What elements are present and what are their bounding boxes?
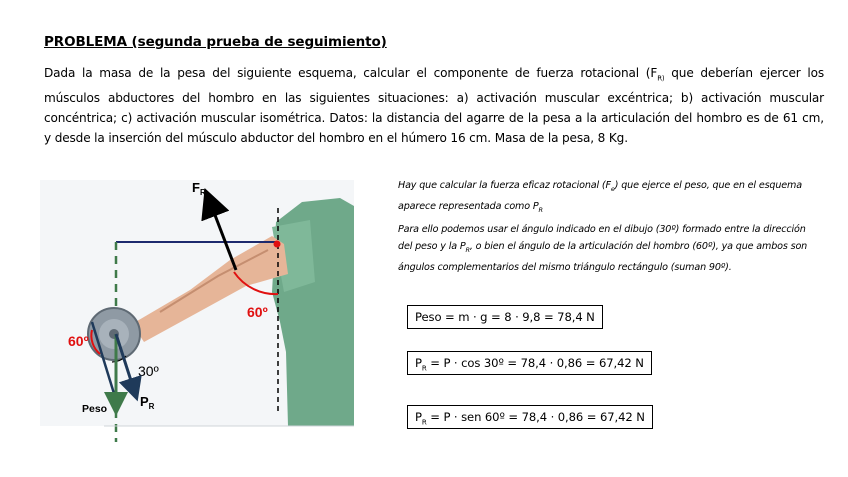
problem-title: PROBLEMA (segunda prueba de seguimiento): [44, 34, 387, 50]
statement-part2: que deberían ejercer los músculos abductores del hombro en las siguientes situaciones: a) activación muscular excéntrica; b) activación muscular concéntrica; c) activación muscular isométrica. Datos: la distancia del agarre de la pesa a la articulación del hombro es de 61 cm, y desde la inserción del músculo abductor del hombro en el húmero 16 cm. Masa de la pesa, 8 Kg.: [44, 66, 824, 146]
explanation-paragraph-1: Hay que calcular la fuerza eficaz rotacional $(F_e)$ que ejerce el peso, que en el esquema aparece representada como $P_R$: [398, 180, 802, 214]
thirty-angle-label: 30º: [138, 363, 159, 379]
statement-part1: Dada la masa de la pesa del siguiente esquema, calcular el componente de fuerza rotacional (F: [44, 66, 658, 80]
peso-label: Peso: [82, 403, 108, 415]
arm-diagram-svg: [40, 172, 356, 442]
formula-peso: Peso = m · g = 8 · 9,8 = 78,4 N: [407, 305, 603, 329]
weight-angle-label: 60º: [68, 333, 89, 349]
explanation-text: [398, 177, 813, 278]
problem-statement: [44, 63, 824, 148]
formula-pr-cos: $P_R = P \cdot \cos$ 30º = 78,4 · 0,86 = 67,42 N: [407, 351, 652, 375]
arm-diagram: [40, 172, 356, 442]
fr-label: $F_R$: [192, 180, 206, 197]
explanation-paragraph-2: Para ello podemos usar el ángulo indicado en el dibujo (30º) formado entre la dirección del peso y la $P_R$, o bien el ángulo de la articulación del hombro (60º), ya que ambos son ángulos complementarios del mismo triángulo rectángulo (suman 90º).: [398, 223, 808, 273]
formula-pr-sen: $P_R = P$ · sen 60º = 78,4 · 0,86 = 67,42 N: [407, 405, 653, 429]
fr-subscript: R): [657, 74, 665, 83]
shoulder-joint: [274, 241, 281, 248]
pr-label: $P_R$: [140, 394, 155, 411]
shoulder-angle-label: 60º: [247, 304, 268, 320]
